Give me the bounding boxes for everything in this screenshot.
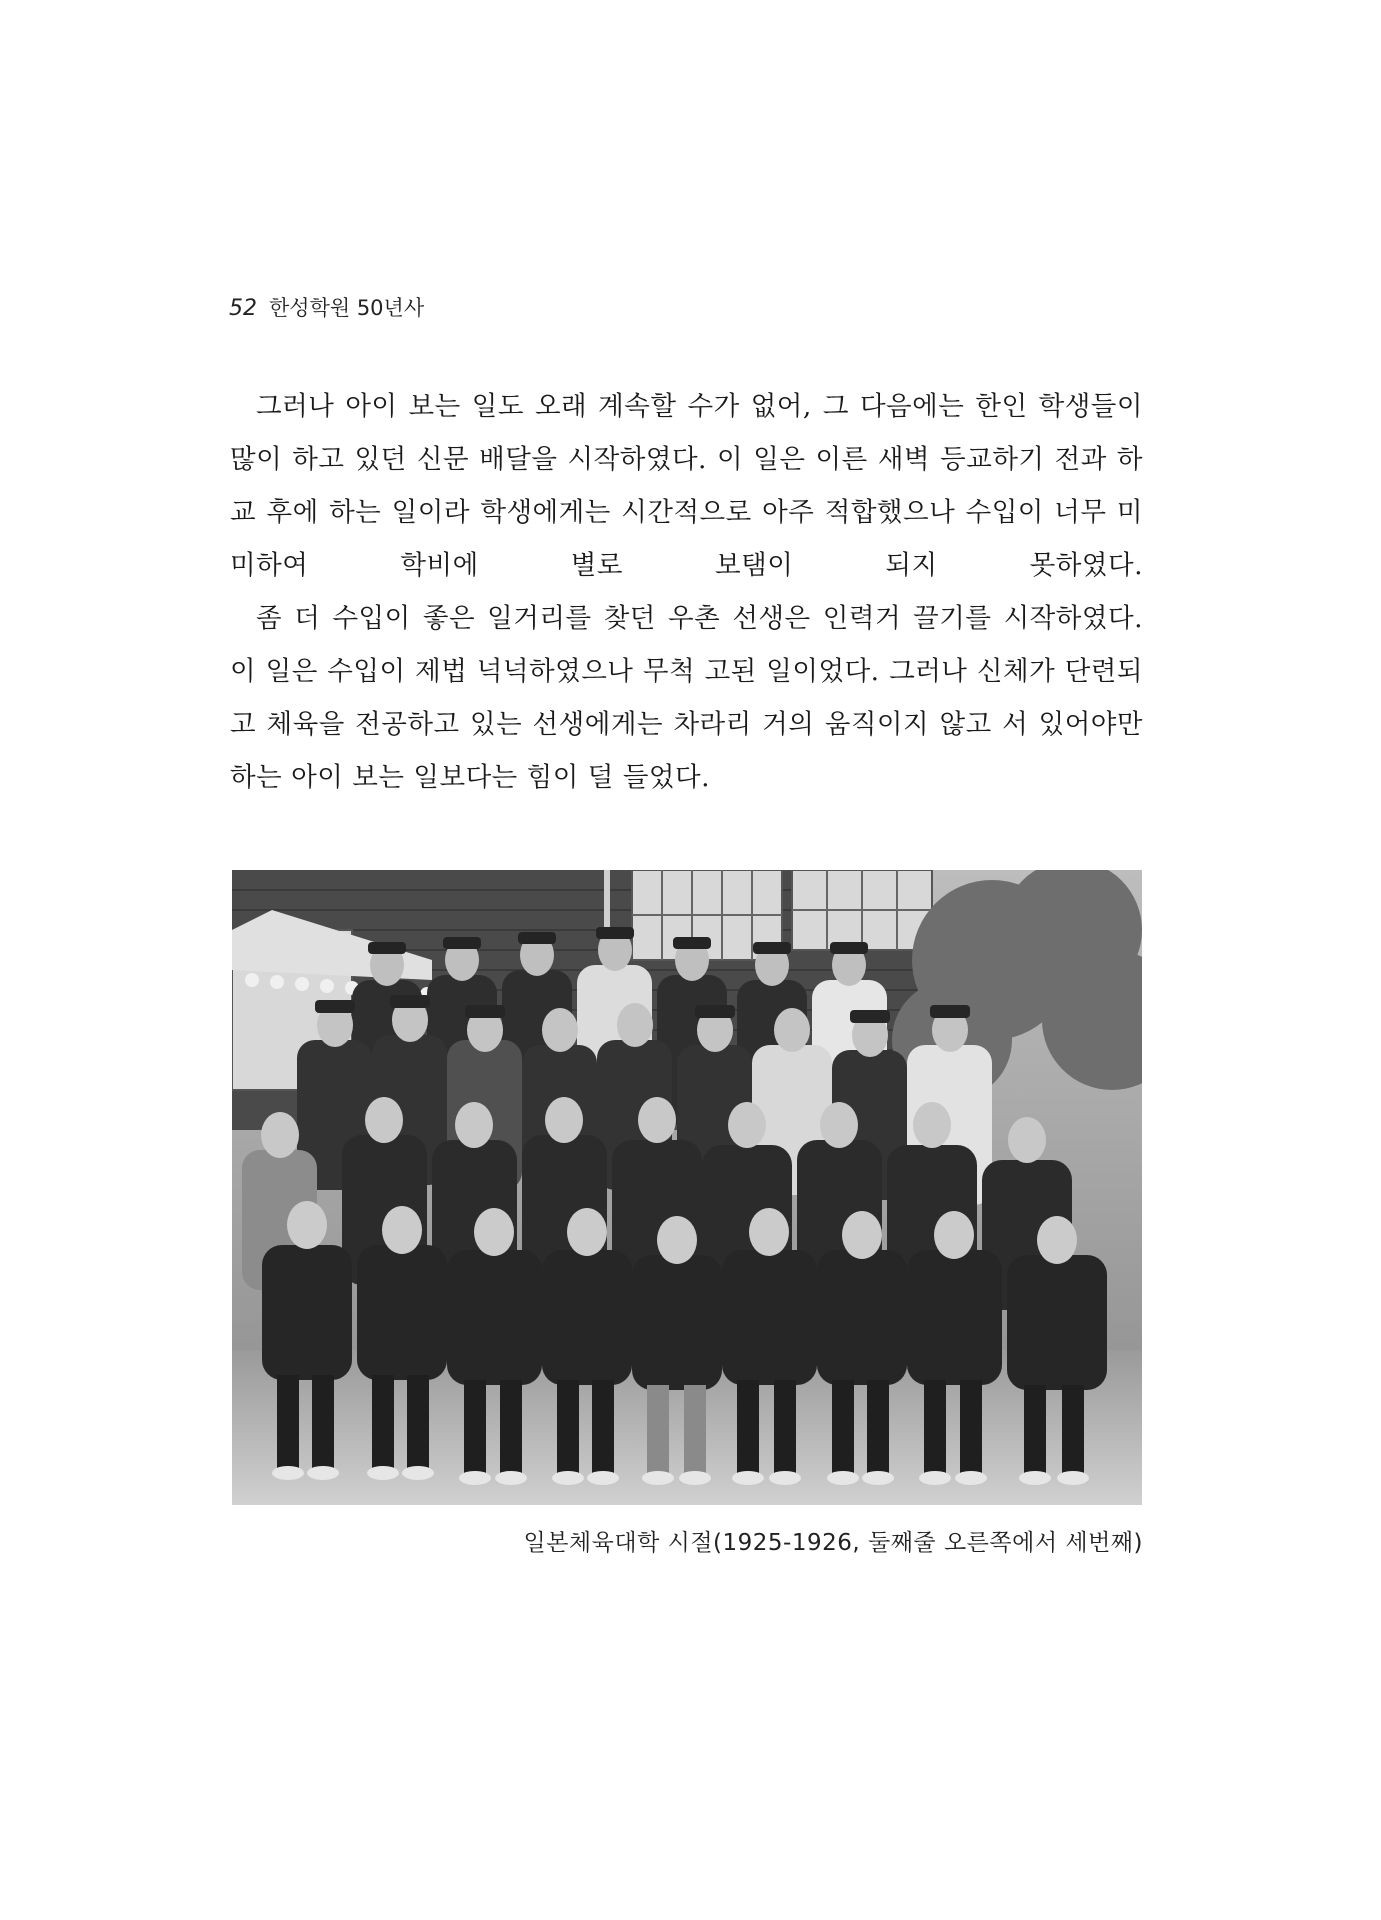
page-number: 52 <box>229 296 257 321</box>
paragraph-2-text: 좀 더 수입이 좋은 일거리를 찾던 우촌 선생은 인력거 끌기를 시작하였다. 이 일은 수입이 제법 넉넉하였으나 무척 고된 일이었다. 그러나 신체가 단련되고 체육을 전공하고 있는 선생에게는 차라리 거의 움직이지 않고 서 있어야만 하는 아이 보는 일보다는 힘이 덜 들었다. <box>230 603 1143 793</box>
photo-caption: 일본체육대학 시절(1925-1926, 둘째줄 오른쪽에서 세번째) <box>523 1530 1143 1556</box>
paragraph-2 <box>230 592 1143 804</box>
paragraph-1 <box>230 380 1143 592</box>
body-text <box>230 380 1143 804</box>
book-title: 한성학원 50년사 <box>269 296 425 320</box>
paragraph-1-text: 그러나 아이 보는 일도 오래 계속할 수가 없어, 그 다음에는 한인 학생들이 많이 하고 있던 신문 배달을 시작하였다. 이 일은 이른 새벽 등교하기 전과 하교 후에 하는 일이라 학생에게는 시간적으로 아주 적합했으나 수입이 너무 미미하여 학비에 별로 보탬이 되지 못하였다. <box>230 391 1143 581</box>
running-header <box>229 292 424 322</box>
group-photo <box>232 870 1142 1505</box>
